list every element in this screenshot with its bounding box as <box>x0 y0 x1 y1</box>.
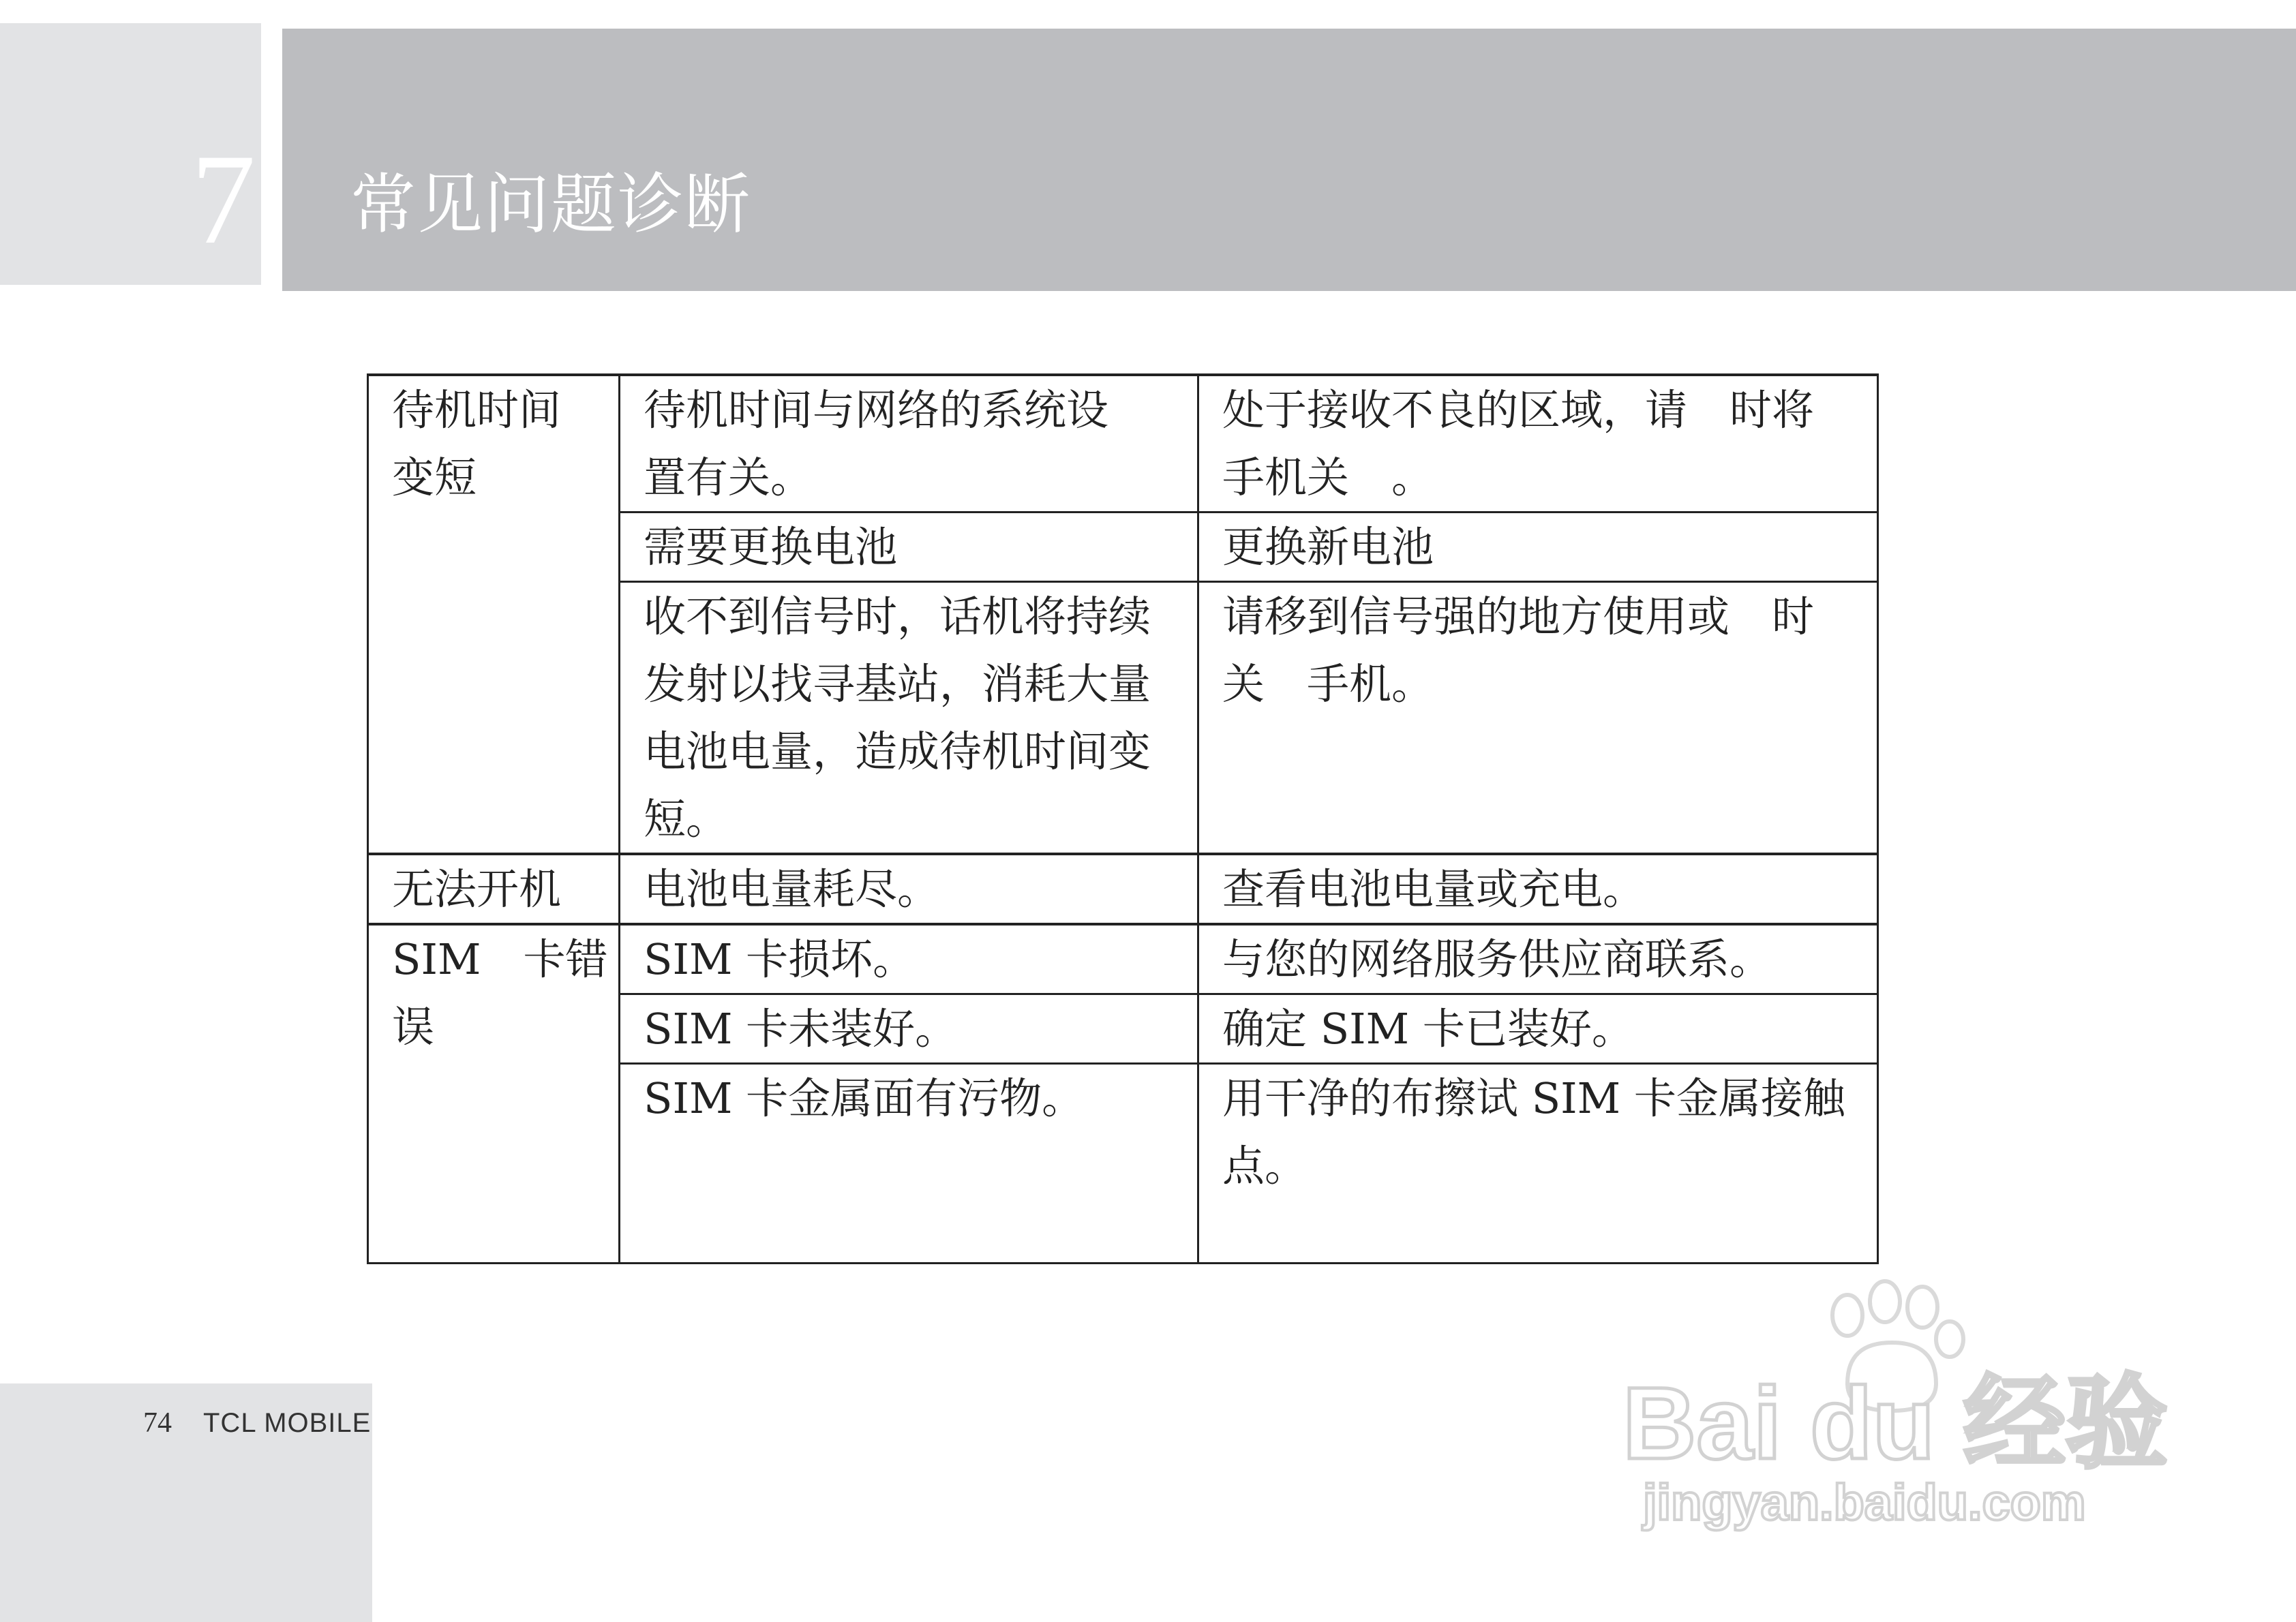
cause-cell-line: 电池电量，造成待机时间变 <box>644 726 1151 776</box>
problem-cell-line: 无法开机 <box>392 864 562 914</box>
cause-cell-line: 需要更换电池 <box>644 522 898 572</box>
table-row <box>368 375 1878 512</box>
cause-cell-line: SIM 卡金属面有污物。 <box>644 1073 1085 1123</box>
solution-cell <box>1198 512 1878 582</box>
cause-cell <box>620 854 1198 924</box>
solution-cell-line: 处于接收不良的区域，请 时将 <box>1222 385 1815 435</box>
solution-cell-line: 点。 <box>1222 1141 1308 1191</box>
table-row <box>368 854 1878 924</box>
solution-cell <box>1198 582 1878 855</box>
problem-cell-line: SIM 卡错 <box>392 934 608 984</box>
cause-cell-line: SIM 卡未装好。 <box>644 1004 958 1054</box>
solution-cell-line: 关 手机。 <box>1222 659 1434 709</box>
problem-cell <box>368 924 620 1264</box>
solution-cell <box>1198 854 1878 924</box>
watermark-logo-text: Bai du 经验 <box>1622 1366 2168 1480</box>
solution-cell <box>1198 1064 1878 1264</box>
chapter-number: 7 <box>191 128 256 271</box>
cause-cell <box>620 375 1198 512</box>
solution-cell-line: 请移到信号强的地方使用或 时 <box>1222 592 1815 641</box>
solution-cell-line: 查看电池电量或充电。 <box>1222 864 1646 914</box>
cause-cell-line: SIM 卡损坏。 <box>644 934 916 984</box>
cause-cell-line: 短。 <box>644 794 729 844</box>
problem-cell-line: 待机时间 <box>392 385 562 435</box>
troubleshooting-table <box>367 373 1879 1264</box>
cause-cell <box>620 582 1198 855</box>
solution-cell-line: 与您的网络服务供应商联系。 <box>1222 934 1772 984</box>
cause-cell <box>620 1064 1198 1264</box>
solution-cell-line: 手机关 。 <box>1222 453 1434 502</box>
solution-cell <box>1198 924 1878 994</box>
chapter-title: 常见问题诊断 <box>350 166 751 243</box>
chapter-header <box>282 29 2296 291</box>
problem-cell <box>368 375 620 854</box>
problem-cell-line: 误 <box>392 1002 435 1052</box>
cause-cell <box>620 924 1198 994</box>
cause-cell-line: 发射以找寻基站，消耗大量 <box>644 659 1151 709</box>
problem-cell-line: 变短 <box>392 453 477 502</box>
baidu-watermark <box>1622 1274 2168 1533</box>
watermark-url-text: jingyan.baidu.com <box>1643 1474 2086 1531</box>
cause-cell-line: 收不到信号时，话机将持续 <box>644 592 1151 641</box>
table-row <box>368 924 1878 994</box>
cause-cell-line: 电池电量耗尽。 <box>644 864 940 914</box>
solution-cell-line: 更换新电池 <box>1222 522 1434 572</box>
cause-cell <box>620 512 1198 582</box>
cause-cell-line: 待机时间与网络的系统设 <box>644 385 1109 435</box>
chapter-number-box <box>0 23 261 285</box>
solution-cell <box>1198 994 1878 1064</box>
page-number: 74 <box>143 1407 172 1439</box>
solution-cell <box>1198 375 1878 512</box>
cause-cell <box>620 994 1198 1064</box>
cause-cell-line: 置有关。 <box>644 453 813 502</box>
problem-cell <box>368 854 620 924</box>
solution-cell-line: 用干净的布擦试 SIM 卡金属接触 <box>1222 1073 1845 1123</box>
brand-name: TCL MOBILE <box>203 1408 372 1438</box>
solution-cell-line: 确定 SIM 卡已装好。 <box>1222 1004 1634 1054</box>
